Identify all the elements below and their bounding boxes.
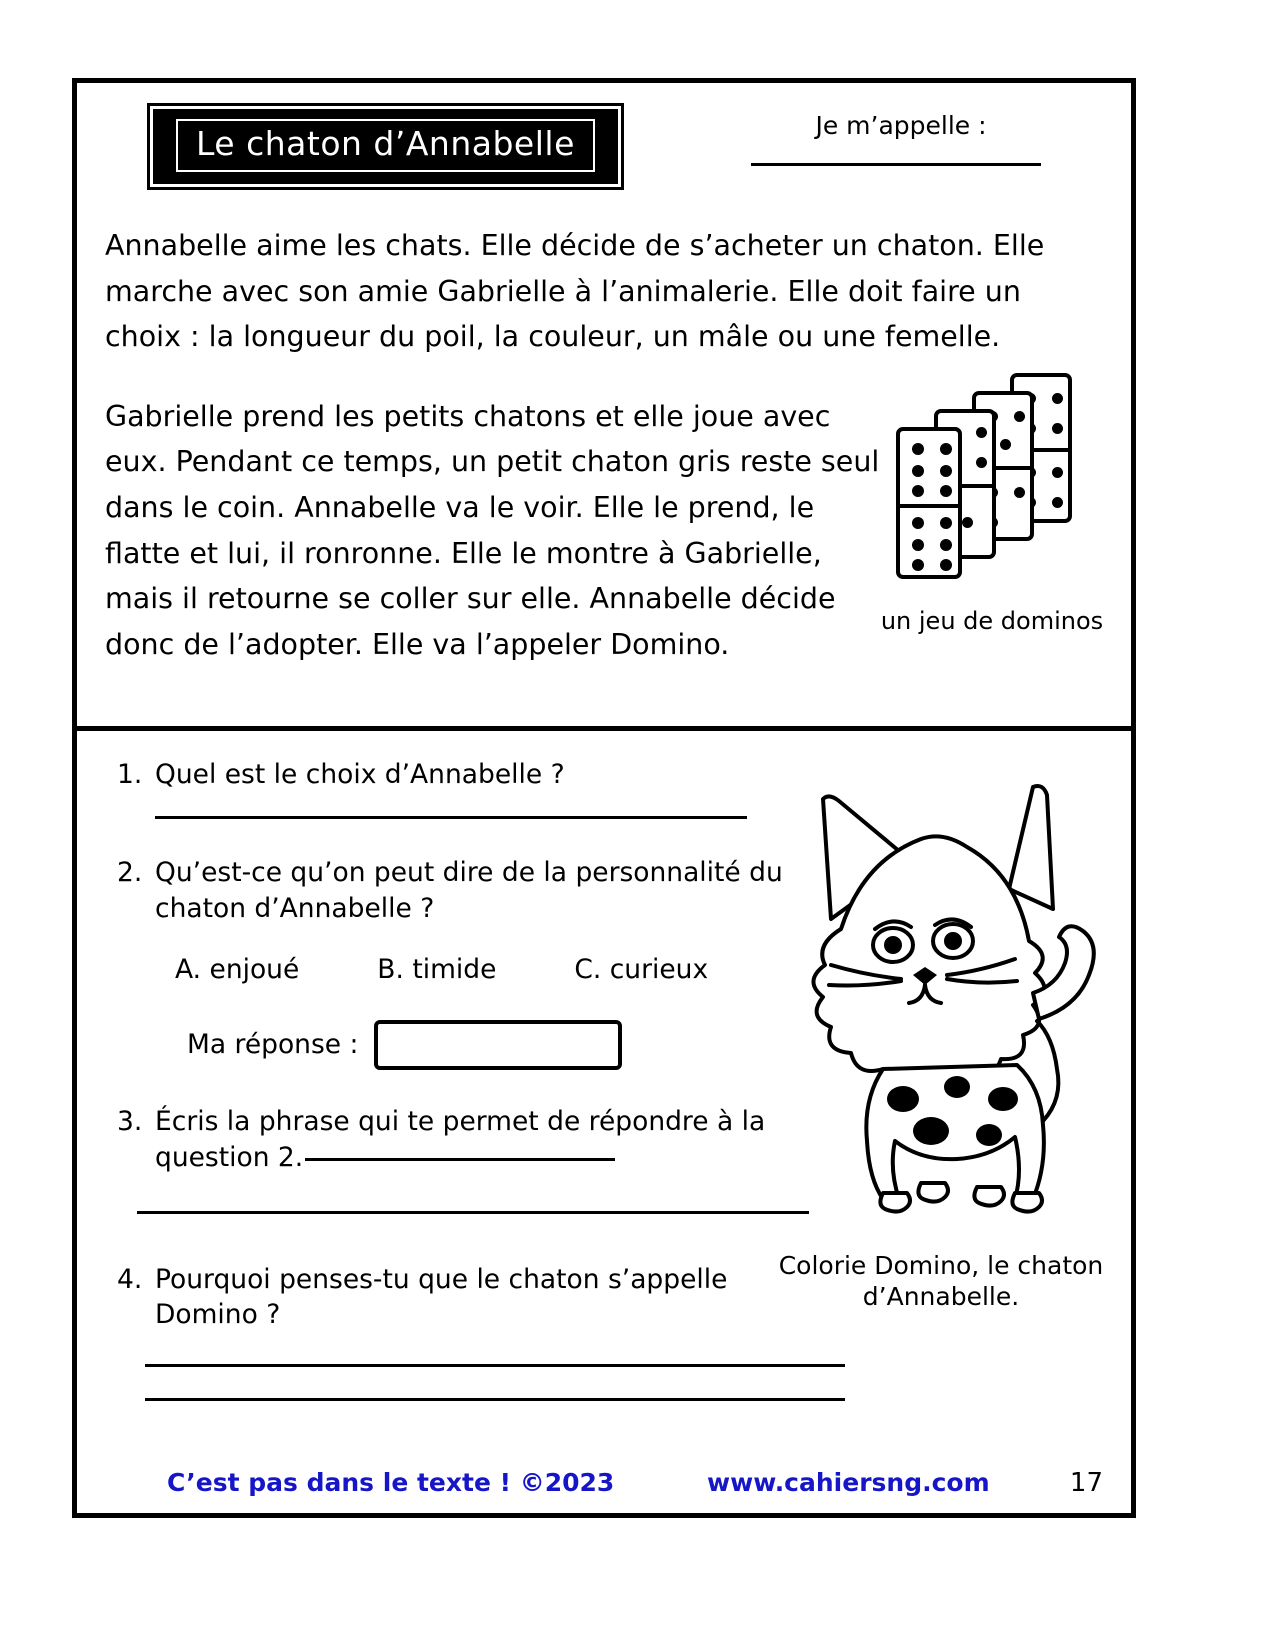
domino-caption: un jeu de dominos <box>880 607 1104 635</box>
question-3-number: 3. <box>117 1106 143 1138</box>
name-input-line[interactable] <box>751 162 1041 166</box>
question-2-number: 2. <box>117 856 143 888</box>
question-4-number: 4. <box>117 1263 143 1295</box>
name-label: Je m’appelle : <box>815 111 987 140</box>
my-answer-box[interactable] <box>374 1020 622 1070</box>
question-4 <box>117 1262 817 1402</box>
question-4-answer-line-2[interactable] <box>145 1397 845 1401</box>
worksheet-page <box>72 78 1136 1518</box>
dominoes-icon <box>892 373 1092 598</box>
question-1-number: 1. <box>117 759 143 790</box>
question-2-answer-row <box>187 1020 817 1070</box>
cat-illustration-area <box>761 769 1121 1312</box>
question-1-answer-line[interactable] <box>155 815 747 819</box>
page-title-box <box>147 103 624 190</box>
question-3-answer-line[interactable] <box>137 1210 809 1214</box>
question-2-choices <box>175 952 817 988</box>
question-4-text: Pourquoi penses-tu que le chaton s’appelle Domino ? <box>155 1263 728 1331</box>
story-paragraph-2: Gabrielle prend les petits chatons et elle joue avec eux. Pendant ce temps, un petit chaton gris reste seul dans le coin. Annabelle va le voir. Elle le prend, le flatte et lui, il ronronne. Elle le montre à Gabrielle, mais il retourne se coller sur elle. Annabelle décide donc de l’adopter. Elle va l’appeler Domino. <box>105 399 880 661</box>
question-1 <box>117 757 817 819</box>
questions-list <box>117 757 817 1419</box>
question-2-text: Qu’est-ce qu’on peut dire de la personnalité du chaton d’Annabelle ? <box>155 856 783 924</box>
student-name-block <box>751 111 1051 166</box>
domino-tile-1 <box>896 427 962 579</box>
story-section <box>77 83 1131 731</box>
page-title: Le chaton d’Annabelle <box>176 119 595 172</box>
my-answer-label: Ma réponse : <box>187 1029 359 1061</box>
page-number: 17 <box>1069 1468 1103 1498</box>
cat-caption: Colorie Domino, le chaton d’Annabelle. <box>778 1251 1104 1311</box>
choice-c[interactable]: C. curieux <box>574 954 709 986</box>
title-banner <box>147 103 624 190</box>
choice-b[interactable]: B. timide <box>377 954 497 986</box>
question-3-text: Écris la phrase qui te permet de répondre à la question 2. <box>155 1106 766 1173</box>
cat-icon <box>771 769 1111 1239</box>
story-paragraph-1: Annabelle aime les chats. Elle décide de s’acheter un chaton. Elle marche avec son amie Gabrielle à l’animalerie. Elle doit faire un choix : la longueur du poil, la couleur, un mâle ou une femelle. <box>105 229 1045 354</box>
questions-section <box>77 731 1131 1518</box>
footer-website-link[interactable]: www.cahiersng.com <box>707 1468 990 1497</box>
question-1-text: Quel est le choix d’Annabelle ? <box>155 759 565 790</box>
footer-copyright: C’est pas dans le texte ! ©2023 <box>167 1468 615 1497</box>
footer <box>77 1468 1131 1504</box>
question-3-answer-line-inline[interactable] <box>305 1157 615 1161</box>
question-3 <box>117 1104 817 1214</box>
question-2 <box>117 855 817 1070</box>
question-4-answer-line-1[interactable] <box>145 1363 845 1367</box>
domino-illustration-area <box>877 373 1107 636</box>
choice-a[interactable]: A. enjoué <box>175 954 300 986</box>
